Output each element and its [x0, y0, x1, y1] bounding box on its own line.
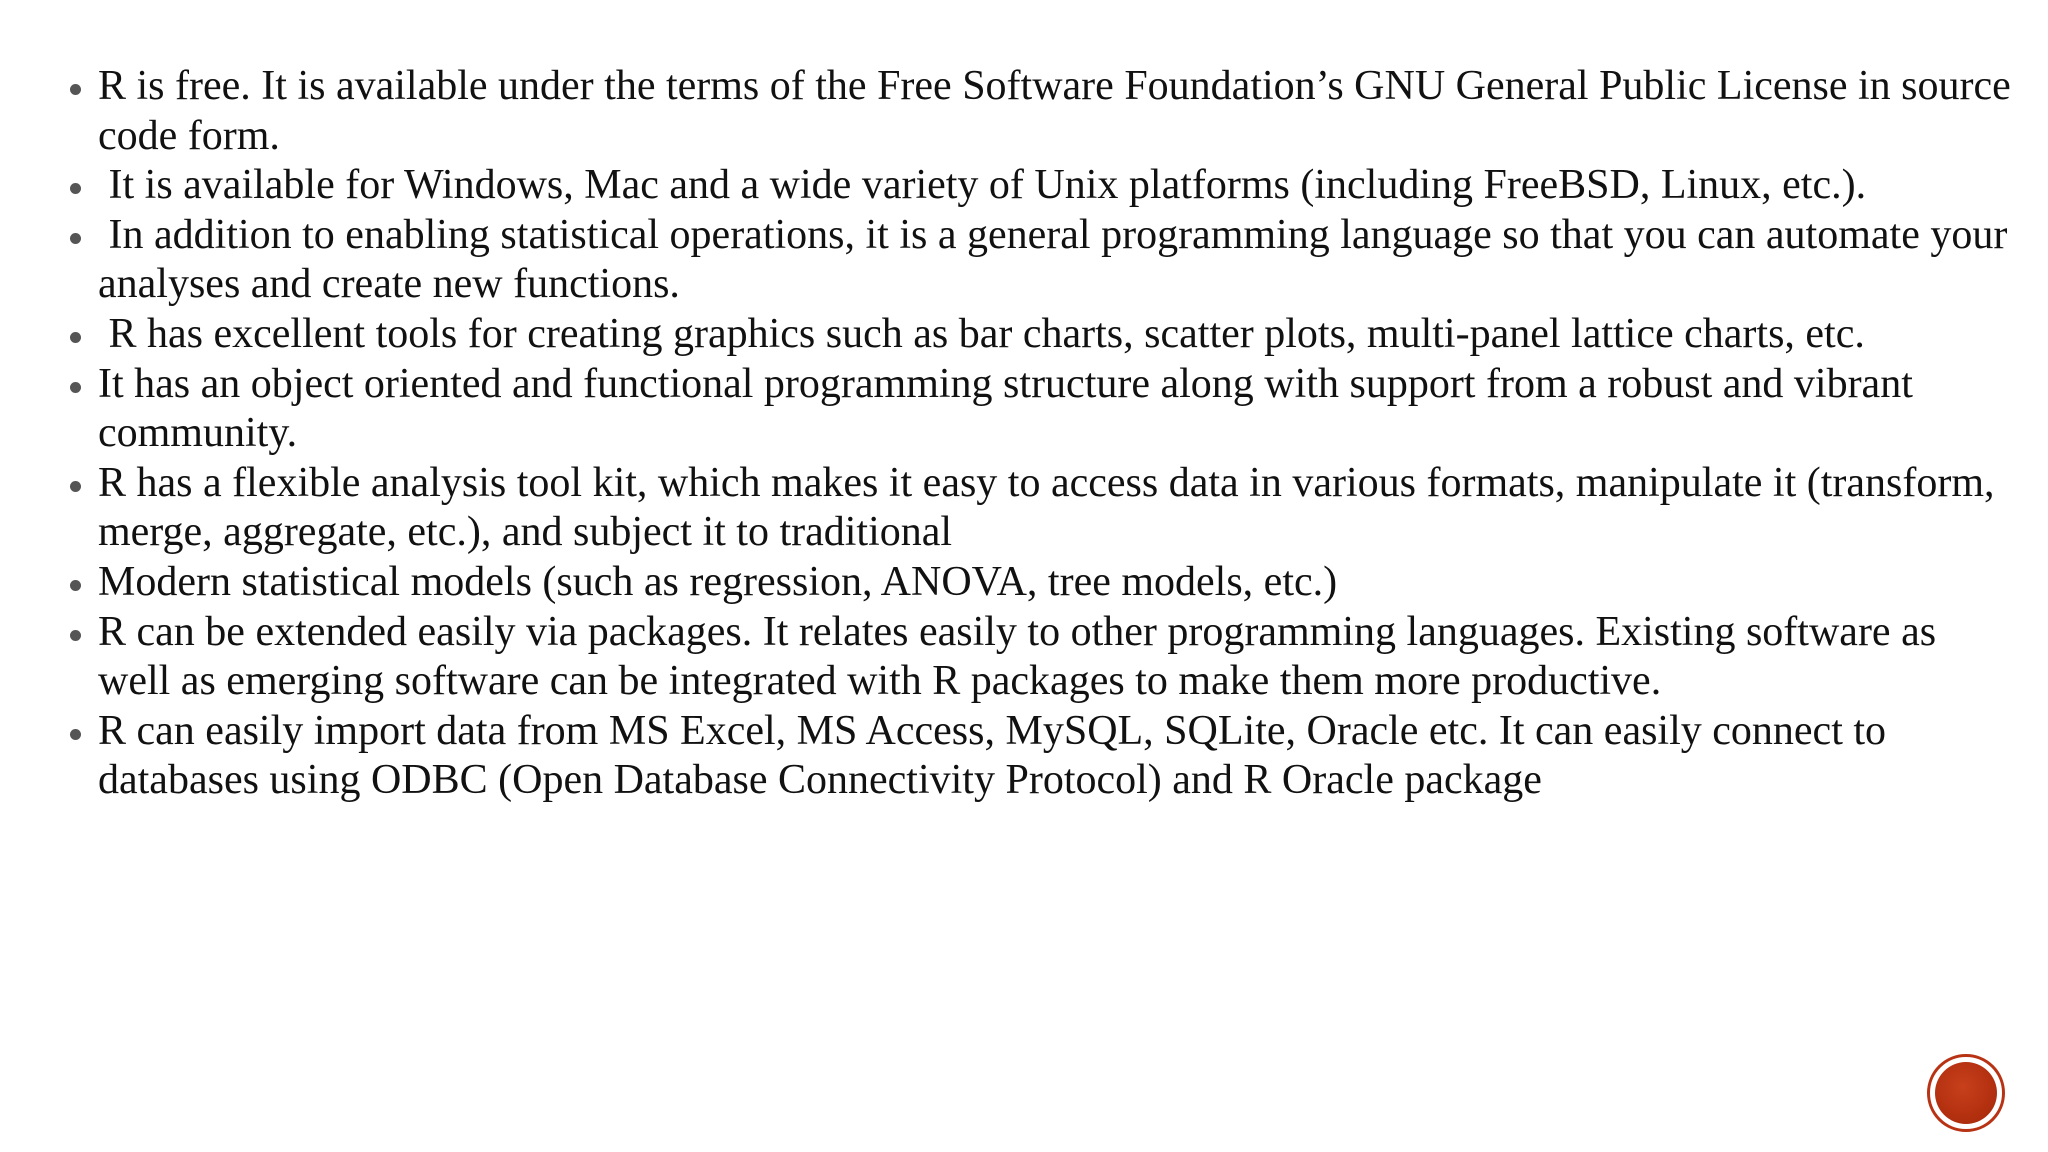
bullet-dot-icon [70, 233, 81, 244]
bullet-dot-icon [70, 382, 81, 393]
bullet-dot-icon [70, 332, 81, 343]
slide-badge-icon [1927, 1054, 2005, 1132]
slide-badge-fill [1935, 1062, 1997, 1124]
bullet-item [66, 360, 2016, 459]
bullet-text: It is available for Windows, Mac and a wide variety of Unix platforms (including FreeBSD, Linux, etc.). [98, 162, 1867, 209]
bullet-text: R is free. It is available under the terms of the Free Software Foundation’s GNU General Public License in source code form. [98, 63, 2011, 159]
bullet-text: R has a flexible analysis tool kit, which makes it easy to access data in various formats, manipulate it (transform, merge, aggregate, etc.), and subject it to traditional [98, 459, 1995, 556]
bullet-item [66, 558, 2016, 608]
bullet-dot-icon [70, 481, 81, 492]
bullet-dot-icon [70, 84, 81, 95]
bullet-dot-icon [70, 729, 81, 740]
bullet-text: It has an object oriented and functional programming structure along with support from a robust and vibrant community. [98, 360, 1913, 457]
bullet-item [66, 310, 2016, 360]
bullet-text: Modern statistical models (such as regression, ANOVA, tree models, etc.) [98, 558, 1338, 605]
bullet-item [66, 161, 2016, 211]
bullet-dot-icon [70, 630, 81, 641]
bullet-text: R can easily import data from MS Excel, MS Access, MySQL, SQLite, Oracle etc. It can easily connect to databases using ODBC (Open Database Connectivity Protocol) and R Oracle package [98, 707, 1887, 804]
bullet-text: In addition to enabling statistical operations, it is a general programming language so that you can automate your analyses and create new functions. [98, 211, 2018, 308]
bullet-dot-icon [70, 580, 81, 591]
bullet-text: R can be extended easily via packages. It relates easily to other programming languages. Existing software as well as emerging software can be integrated with R packages to make them more productive. [98, 608, 1937, 705]
bullet-text: R has excellent tools for creating graphics such as bar charts, scatter plots, multi-panel lattice charts, etc. [98, 310, 1865, 357]
bullet-list [66, 62, 2016, 806]
bullet-item [66, 62, 2016, 161]
bullet-dot-icon [70, 183, 81, 194]
bullet-item [66, 459, 2016, 558]
bullet-item [66, 608, 2016, 707]
bullet-item [66, 211, 2016, 310]
bullet-item [66, 707, 2016, 806]
